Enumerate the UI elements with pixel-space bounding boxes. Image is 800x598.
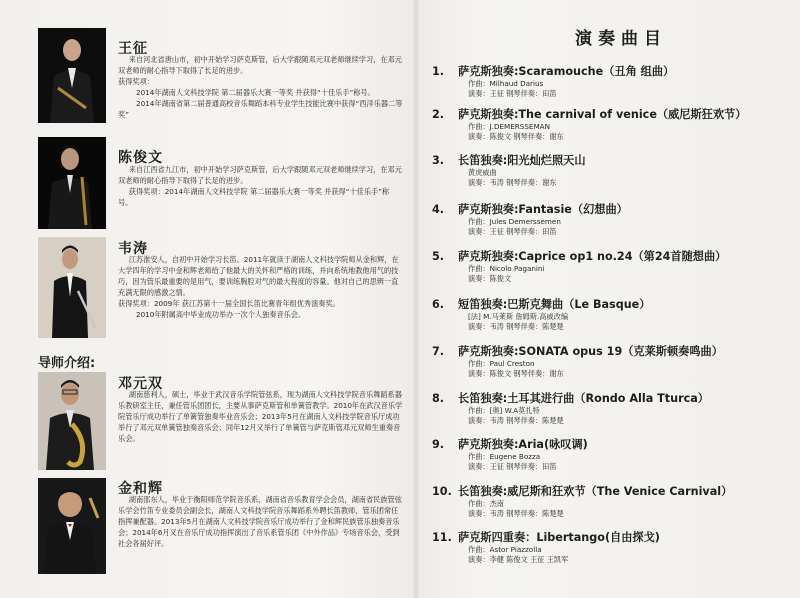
program-item xyxy=(432,64,800,99)
program-title: 演奏曲目 xyxy=(575,29,667,49)
program-item-title-text: 萨克斯独奏:Fantasie（幻想曲） xyxy=(458,203,628,216)
program-item-title-text: 萨克斯四重奏：Libertango(自由探戈) xyxy=(458,531,660,544)
program-item xyxy=(432,484,800,519)
program-item-number: 7. xyxy=(432,345,445,358)
program-item-title-text: 长笛独奏:阳光灿烂照天山 xyxy=(458,154,586,167)
photo-mentor-1 xyxy=(38,372,106,470)
bio-paragraph: 来自河北省唐山市，初中开始学习萨克斯管，后大学跟随邓元双老师继续学习，在邓元双老师的耐心指导下取得了长足的进步。 xyxy=(118,55,402,75)
bio-paragraph: 2014年湖南省第二届普通高校音乐舞蹈本科专业学生技能比赛中获得“西洋乐器二等奖” xyxy=(118,99,403,119)
bio-paragraph: 湖南邵东人，毕业于衡阳师范学院音乐系，湖南省音乐教育学会会员，湖南省民族管弦乐学会竹笛专业委员会副会长，湖南人文科技学院音乐舞蹈系外聘长笛教师，管乐团常任指挥兼配器。2013年5月在湖南人文科技学院音乐厅成功举行了金和辉民族管乐独奏音乐会；2014年6月又在音乐厅成功指挥演出了音乐系管乐团《中外作品》专场音乐会，受到社会各届好评。 xyxy=(118,495,402,548)
bio-paragraph: 2010年附属高中毕业成功举办一次个人独奏音乐会。 xyxy=(136,310,306,319)
program-item-title xyxy=(432,297,800,312)
program-item-credit: 黄虎威曲 xyxy=(468,168,497,177)
mentor-name: 邓元双 xyxy=(118,376,163,392)
program-item-title-text: 萨克斯独奏:SONATA opus 19（克莱斯顿奏鸣曲） xyxy=(458,345,723,358)
program-item xyxy=(432,202,800,237)
program-item-title xyxy=(432,437,800,452)
program-item xyxy=(432,437,800,472)
program-item xyxy=(432,107,800,142)
program-item-title-text: 长笛独奏:土耳其进行曲（Rondo Alla Tturca） xyxy=(458,392,709,405)
program-item-credit: 作曲：J.DEMERSSEMAN xyxy=(468,122,550,131)
program-item-credit: 作曲：Milhaud Darius xyxy=(468,79,544,88)
program-item-credit: 演奏：韦涛 钢琴伴奏：谢东 xyxy=(468,178,557,187)
bio-paragraph: 获得奖项：2009年 获江苏第十一届全国长笛比赛青年组优秀演奏奖。 xyxy=(118,299,340,308)
right-page xyxy=(420,0,800,598)
program-item-credit: 演奏：王征 钢琴伴奏：田笛 xyxy=(468,227,557,236)
program-item-credit: 作曲：Jules Demerssemen xyxy=(468,217,561,226)
performer-bio xyxy=(118,254,403,320)
bio-paragraph: 湖南慈利人，硕士，毕业于武汉音乐学院管弦系，现为湖南人文科技学院音乐舞蹈系器乐教研室主任，兼任管乐团团长，主要从事萨克斯管和单簧管教学。2010年在武汉音乐学院管乐厅成功举行了单簧管独奏毕业音乐会；2013年5月在湖南人文科技学院音乐厅成功举行了邓元双单簧管独奏音乐会；同年12月又举行了单簧管与萨克斯管邓元双师生重奏音乐会。 xyxy=(118,390,403,443)
program-item-credit: 演奏：韦涛 钢琴伴奏：陈楚楚 xyxy=(468,509,564,518)
mentor-heading: 导师介绍: xyxy=(38,356,96,371)
program-item-title xyxy=(432,107,800,122)
mentor-bio xyxy=(118,494,403,549)
program-item-number: 4. xyxy=(432,203,445,216)
program-item xyxy=(432,297,800,332)
program-item-credit: [法] M.马莱斯 詹姆斯.高威改编 xyxy=(468,312,569,321)
photo-performer-1 xyxy=(38,28,106,123)
program-item xyxy=(432,249,800,284)
performer-bio xyxy=(118,164,403,208)
program-item-title-text: 萨克斯独奏:Caprice op1 no.24（第24首随想曲） xyxy=(458,250,727,263)
program-item-title xyxy=(432,202,800,217)
photo-mentor-2 xyxy=(38,478,106,574)
program-item-credit: 作曲：Astor Piazzolla xyxy=(468,545,542,554)
photo-performer-3 xyxy=(38,237,106,338)
program-item-credit: 作曲：Nicolo Paganini xyxy=(468,264,545,273)
program-item-title xyxy=(432,484,800,499)
program-item-number: 10. xyxy=(432,485,452,498)
program-item-title-text: 长笛独奏:威尼斯和狂欢节（The Venice Carnival） xyxy=(458,485,733,498)
program-item-number: 2. xyxy=(432,108,445,121)
program-item-number: 3. xyxy=(432,154,445,167)
photo-performer-2 xyxy=(38,137,106,229)
program-item-title-text: 萨克斯独奏:Aria(咏叹调) xyxy=(458,438,588,451)
bio-paragraph: 来自江西省九江市，初中开始学习萨克斯管，后大学跟随邓元双老师继续学习，在邓元双老师的耐心指导下取得了长足的进步。 xyxy=(118,165,402,185)
program-item-credit: 作曲：Eugene Bozza xyxy=(468,452,541,461)
program-item-number: 8. xyxy=(432,392,445,405)
program-item xyxy=(432,344,800,379)
program-item-credit: 演奏：陈俊文 xyxy=(468,274,512,283)
performer-bio xyxy=(118,54,403,120)
program-item xyxy=(432,530,800,565)
bio-paragraph: 江苏淮安人，自初中开始学习长笛。2011年就读于湖南人文科技学院师从金和辉，在大学四年的学习中金和辉老师给了他最大的关怀和严格的训练，并向系统地教他用气的技巧，因为管乐最重要的是用气，要训练胸腔对气的最大程度的容量。他对自己的思辨一直充满无限的感激之情。 xyxy=(118,255,399,297)
program-item-title xyxy=(432,249,800,264)
bio-paragraph: 获得奖项： xyxy=(118,77,154,86)
performer-name: 陈俊文 xyxy=(118,150,163,166)
program-item-number: 11. xyxy=(432,531,452,544)
page-fold xyxy=(413,0,419,598)
program-item-number: 5. xyxy=(432,250,445,263)
program-item-title xyxy=(432,391,800,406)
program-item-credit: 演奏：韦涛 钢琴伴奏：陈楚楚 xyxy=(468,322,564,331)
program-item-credit: 演奏：李健 陈俊文 王征 王凯军 xyxy=(468,555,569,564)
program-item-title xyxy=(432,153,800,168)
program-item-credit: 作曲：杰南 xyxy=(468,499,504,508)
program-item-credit: 演奏：王征 钢琴伴奏：田笛 xyxy=(468,462,557,471)
program-item-number: 6. xyxy=(432,298,445,311)
program-item xyxy=(432,391,800,426)
program-item-credit: 演奏：陈俊文 钢琴伴奏：谢东 xyxy=(468,132,564,141)
program-item-credit: 作曲：Paul Creston xyxy=(468,359,535,368)
program-item-number: 1. xyxy=(432,65,445,78)
program-item-credit: 演奏：陈俊文 钢琴伴奏：谢东 xyxy=(468,369,564,378)
program-item xyxy=(432,153,800,188)
program-item-title-text: 短笛独奏:巴斯克舞曲（Le Basque） xyxy=(458,298,651,311)
program-item-title xyxy=(432,344,800,359)
program-item-title xyxy=(432,64,800,79)
performer-name: 韦涛 xyxy=(118,241,148,257)
program-item-number: 9. xyxy=(432,438,445,451)
mentor-name: 金和辉 xyxy=(118,481,163,497)
program-item-credit: 作曲：[奥] W.A莫扎特 xyxy=(468,406,540,415)
program-item-title-text: 萨克斯独奏:The carnival of venice（威尼斯狂欢节） xyxy=(458,108,747,121)
program-item-title xyxy=(432,530,800,545)
bio-paragraph: 2014年湖南人文科技学院 第二届器乐大赛一等奖 并获得“十佳乐手”称号。 xyxy=(136,88,375,97)
performer-name: 王征 xyxy=(118,41,148,57)
program-item-credit: 演奏：王征 钢琴伴奏：田笛 xyxy=(468,89,557,98)
program-item-title-text: 萨克斯独奏:Scaramouche（丑角 组曲） xyxy=(458,65,675,78)
program-item-credit: 演奏：韦涛 钢琴伴奏：陈楚楚 xyxy=(468,416,564,425)
bio-paragraph: 获得奖项：2014年湖南人文科技学院 第二届器乐大赛一等奖 并获得“十佳乐手”称号。 xyxy=(118,187,390,207)
mentor-bio xyxy=(118,389,403,444)
